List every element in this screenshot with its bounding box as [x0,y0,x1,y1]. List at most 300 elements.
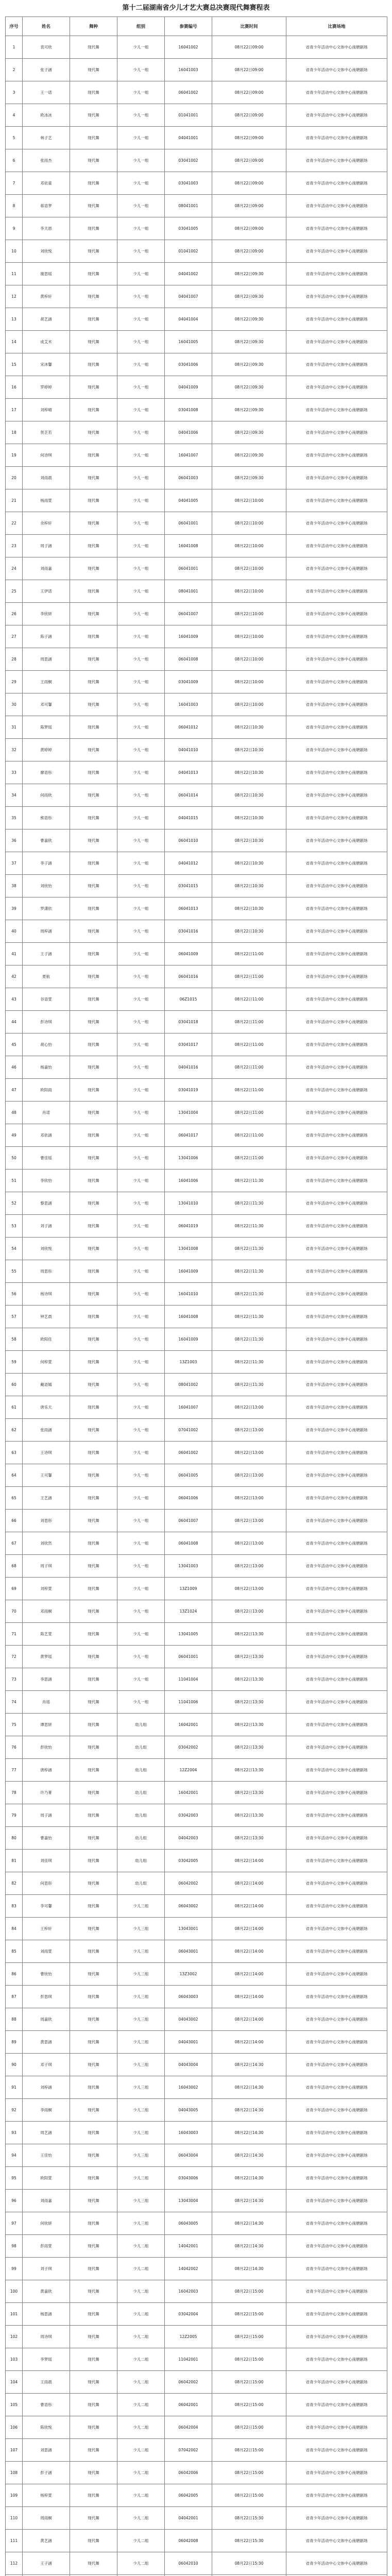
cell-dance-type: 现代舞 [70,2530,117,2552]
cell-venue: 省青少年活动中心文体中心南塘剧场 [286,308,387,331]
cell-time: 08月22日13:30 [212,1782,286,1804]
cell-index: 88 [6,2008,23,2031]
table-row [6,1351,387,1374]
cell-dance-type: 现代舞 [70,671,117,693]
cell-dance-type: 现代舞 [70,2054,117,2076]
cell-time: 08月22日10:30 [212,875,286,897]
cell-dance-type: 现代舞 [70,761,117,784]
cell-name: 杨嘉怡 [23,1056,70,1079]
cell-index: 64 [6,1464,23,1487]
cell-index: 69 [6,1578,23,1600]
cell-venue: 省青少年活动中心文体中心南塘剧场 [286,784,387,807]
cell-index: 87 [6,1986,23,2008]
cell-venue: 省青少年活动中心文体中心南塘剧场 [286,1782,387,1804]
table-row [6,2484,387,2507]
cell-group: 少儿一组 [117,716,165,739]
table-row [6,897,387,920]
cell-dance-type: 现代舞 [70,127,117,149]
cell-venue: 省青少年活动中心文体中心南塘剧场 [286,2371,387,2394]
cell-entry-number: 04041005 [165,489,212,512]
cell-venue: 省青少年活动中心文体中心南塘剧场 [286,2280,387,2303]
cell-name: 唐乐天 [23,1396,70,1419]
table-row [6,1850,387,1872]
cell-time: 08月22日10:00 [212,625,286,648]
cell-index: 106 [6,2416,23,2439]
cell-index: 110 [6,2507,23,2530]
cell-index: 31 [6,716,23,739]
cell-entry-number: 06041013 [165,897,212,920]
table-body [6,36,387,2576]
cell-time: 08月22日15:30 [212,2507,286,2530]
cell-venue: 省青少年活动中心文体中心南塘剧场 [286,965,387,988]
cell-time: 08月22日15:00 [212,2303,286,2326]
cell-venue: 省青少年活动中心文体中心南塘剧场 [286,1532,387,1555]
cell-group: 幼儿组 [117,1782,165,1804]
cell-time: 08月22日11:00 [212,1011,286,1033]
cell-dance-type: 现代舞 [70,399,117,421]
cell-time: 08月22日09:30 [212,421,286,444]
cell-group: 少儿一组 [117,1532,165,1555]
cell-dance-type: 现代舞 [70,2144,117,2167]
cell-venue: 省青少年活动中心文体中心南塘剧场 [286,920,387,943]
cell-time: 08月22日13:30 [212,1714,286,1736]
cell-entry-number: 11041004 [165,1668,212,1691]
cell-index: 91 [6,2076,23,2099]
cell-group: 少儿三组 [117,2076,165,2099]
cell-venue: 省青少年活动中心文体中心南塘剧场 [286,1033,387,1056]
cell-time: 08月22日11:30 [212,1170,286,1192]
cell-index: 83 [6,1895,23,1918]
cell-group: 少儿三组 [117,1918,165,1940]
cell-name: 彭欣怡 [23,1736,70,1759]
cell-name: 李雨桐 [23,2099,70,2122]
cell-venue: 省青少年活动中心文体中心南塘剧场 [286,1940,387,1963]
cell-index: 68 [6,1555,23,1578]
table-row [6,1532,387,1555]
cell-name: 张雨涵 [23,1419,70,1442]
cell-dance-type: 现代舞 [70,353,117,376]
cell-name: 王一诺 [23,81,70,104]
cell-entry-number: 04041007 [165,285,212,308]
cell-group: 少儿三组 [117,2167,165,2190]
cell-time: 08月22日11:30 [212,1306,286,1328]
cell-group: 少儿一组 [117,1306,165,1328]
cell-dance-type: 现代舞 [70,421,117,444]
cell-entry-number: 06042008 [165,2530,212,2552]
cell-index: 76 [6,1736,23,1759]
table-row [6,2190,387,2212]
cell-entry-number: 03041018 [165,1011,212,1033]
cell-name: 邓可馨 [23,693,70,716]
cell-entry-number: 13Z1003 [165,1351,212,1374]
table-row [6,1306,387,1328]
cell-name: 杨诗琪 [23,1283,70,1306]
cell-group: 少儿一组 [117,59,165,81]
cell-index: 36 [6,829,23,852]
cell-dance-type: 现代舞 [70,965,117,988]
cell-venue: 省青少年活动中心文体中心南塘剧场 [286,2190,387,2212]
cell-dance-type: 现代舞 [70,2167,117,2190]
table-row [6,2326,387,2348]
cell-dance-type: 现代舞 [70,1101,117,1124]
cell-group: 少儿一组 [117,489,165,512]
cell-time: 08月22日11:00 [212,1124,286,1147]
table-row [6,1374,387,1396]
cell-time: 08月22日13:30 [212,1668,286,1691]
cell-entry-number: 07041002 [165,1419,212,1442]
cell-time: 08月22日13:00 [212,1578,286,1600]
cell-name: 周诗琪 [23,2326,70,2348]
cell-venue: 省青少年活动中心文体中心南塘剧场 [286,1555,387,1578]
cell-venue: 省青少年活动中心文体中心南塘剧场 [286,2167,387,2190]
table-row [6,1033,387,1056]
table-row [6,1170,387,1192]
table-row [6,852,387,875]
cell-dance-type: 现代舞 [70,784,117,807]
cell-group: 幼儿组 [117,1736,165,1759]
cell-name: 刘欣怡 [23,875,70,897]
table-row [6,625,387,648]
cell-dance-type: 现代舞 [70,1056,117,1079]
cell-group: 少儿一组 [117,1215,165,1238]
cell-venue: 省青少年活动中心文体中心南塘剧场 [286,1510,387,1532]
cell-time: 08月22日14:00 [212,1918,286,1940]
cell-entry-number: 03041009 [165,671,212,693]
table-row [6,739,387,761]
cell-entry-number: 03042004 [165,2303,212,2326]
cell-entry-number: 03041003 [165,172,212,195]
cell-index: 108 [6,2462,23,2484]
cell-entry-number: 14042002 [165,2258,212,2280]
cell-venue: 省青少年活动中心文体中心南塘剧场 [286,1895,387,1918]
cell-index: 28 [6,648,23,671]
cell-name: 王佳怡 [23,2144,70,2167]
cell-venue: 省青少年活动中心文体中心南塘剧场 [286,263,387,285]
table-row [6,127,387,149]
table-row [6,2031,387,2054]
cell-group: 少儿一组 [117,557,165,580]
cell-venue: 省青少年活动中心文体中心南塘剧场 [286,36,387,59]
cell-dance-type: 现代舞 [70,1147,117,1170]
cell-index: 78 [6,1782,23,1804]
cell-index: 32 [6,739,23,761]
cell-entry-number: 12Z2005 [165,2326,212,2348]
cell-name: 陈子涵 [23,625,70,648]
cell-venue: 省青少年活动中心文体中心南塘剧场 [286,2507,387,2530]
cell-entry-number: 13Z1009 [165,1578,212,1600]
cell-dance-type: 现代舞 [70,195,117,217]
cell-dance-type: 现代舞 [70,1850,117,1872]
table-row [6,693,387,716]
cell-venue: 省青少年活动中心文体中心南塘剧场 [286,489,387,512]
cell-time: 08月22日10:30 [212,716,286,739]
cell-entry-number: 04042003 [165,1827,212,1850]
cell-dance-type: 现代舞 [70,2462,117,2484]
cell-group: 少儿三组 [117,1963,165,1986]
cell-entry-number: 03041015 [165,875,212,897]
cell-venue: 省青少年活动中心文体中心南塘剧场 [286,376,387,399]
cell-entry-number: 16042003 [165,2280,212,2303]
cell-entry-number: 03041005 [165,217,212,240]
cell-venue: 省青少年活动中心文体中心南塘剧场 [286,1056,387,1079]
cell-name: 王诗琪 [23,1442,70,1464]
cell-index: 109 [6,2484,23,2507]
cell-dance-type: 现代舞 [70,557,117,580]
table-row [6,1691,387,1714]
cell-index: 20 [6,467,23,489]
cell-index: 58 [6,1328,23,1351]
cell-time: 08月22日10:00 [212,671,286,693]
cell-dance-type: 现代舞 [70,172,117,195]
cell-time: 08月22日09:30 [212,285,286,308]
cell-index: 94 [6,2144,23,2167]
cell-time: 08月22日11:00 [212,943,286,965]
cell-time: 08月22日10:00 [212,648,286,671]
cell-venue: 省青少年活动中心文体中心南塘剧场 [286,1759,387,1782]
cell-venue: 省青少年活动中心文体中心南塘剧场 [286,1963,387,1986]
cell-venue: 省青少年活动中心文体中心南塘剧场 [286,2144,387,2167]
cell-name: 欧阳萱 [23,2167,70,2190]
cell-entry-number: 06041008 [165,648,212,671]
cell-entry-number: 08041001 [165,195,212,217]
cell-group: 少儿一组 [117,1555,165,1578]
cell-name: 刘雨萱 [23,1940,70,1963]
cell-group: 少儿一组 [117,331,165,353]
table-row [6,2348,387,2371]
cell-index: 80 [6,1827,23,1850]
cell-dance-type: 现代舞 [70,2326,117,2348]
cell-name: 李天恩 [23,217,70,240]
cell-entry-number: 04041015 [165,807,212,829]
cell-time: 08月22日14:30 [212,2076,286,2099]
cell-entry-number: 12Z2004 [165,1759,212,1782]
table-row [6,2394,387,2416]
table-row [6,421,387,444]
cell-venue: 省青少年活动中心文体中心南塘剧场 [286,2530,387,2552]
cell-venue: 省青少年活动中心文体中心南塘剧场 [286,1419,387,1442]
cell-time: 08月22日15:00 [212,2439,286,2462]
cell-group: 少儿二组 [117,2416,165,2439]
table-row [6,195,387,217]
cell-index: 18 [6,421,23,444]
cell-venue: 省青少年活动中心文体中心南塘剧场 [286,2484,387,2507]
cell-time: 08月22日14:00 [212,2031,286,2054]
table-row [6,1464,387,1487]
cell-venue: 省青少年活动中心文体中心南塘剧场 [286,852,387,875]
cell-venue: 省青少年活动中心文体中心南塘剧场 [286,240,387,263]
table-row [6,1056,387,1079]
cell-entry-number: 03043006 [165,2167,212,2190]
table-row [6,603,387,625]
cell-index: 47 [6,1079,23,1101]
cell-entry-number: 11042001 [165,2348,212,2371]
cell-dance-type: 现代舞 [70,489,117,512]
cell-entry-number: 04042001 [165,2507,212,2530]
cell-venue: 省青少年活动中心文体中心南塘剧场 [286,59,387,81]
cell-time: 08月22日09:00 [212,172,286,195]
cell-dance-type: 现代舞 [70,603,117,625]
cell-index: 53 [6,1215,23,1238]
cell-group: 少儿三组 [117,2190,165,2212]
cell-entry-number: 06041014 [165,784,212,807]
cell-time: 08月22日13:30 [212,1804,286,1827]
cell-group: 少儿一组 [117,1623,165,1646]
cell-entry-number: 16041006 [165,1170,212,1192]
cell-name: 周艺涵 [23,2122,70,2144]
cell-name: 余梓轩 [23,512,70,535]
cell-index: 105 [6,2394,23,2416]
cell-venue: 省青少年活动中心文体中心南塘剧场 [286,2076,387,2099]
cell-entry-number: 06043005 [165,2212,212,2235]
cell-index: 16 [6,376,23,399]
cell-venue: 省青少年活动中心文体中心南塘剧场 [286,1827,387,1850]
cell-venue: 省青少年活动中心文体中心南塘剧场 [286,1668,387,1691]
cell-dance-type: 现代舞 [70,2348,117,2371]
cell-name: 胡心怡 [23,1033,70,1056]
cell-index: 73 [6,1668,23,1691]
cell-name: 欧阳雨 [23,1079,70,1101]
cell-index: 33 [6,761,23,784]
cell-entry-number: 06041016 [165,965,212,988]
cell-venue: 省青少年活动中心文体中心南塘剧场 [286,2054,387,2076]
cell-venue: 省青少年活动中心文体中心南塘剧场 [286,988,387,1011]
cell-group: 少儿一组 [117,535,165,557]
cell-time: 08月22日13:30 [212,1759,286,1782]
cell-name: 曹嘉怡 [23,1827,70,1850]
table-row [6,648,387,671]
cell-name: 谭思妍 [23,1714,70,1736]
table-header-row [6,17,387,36]
table-row [6,1736,387,1759]
cell-name: 贺芷若 [23,421,70,444]
table-row [6,1328,387,1351]
cell-entry-number: 13Z1024 [165,1600,212,1623]
cell-dance-type: 现代舞 [70,1215,117,1238]
cell-index: 4 [6,104,23,127]
cell-dance-type: 现代舞 [70,1827,117,1850]
cell-index: 41 [6,943,23,965]
cell-group: 少儿一组 [117,512,165,535]
cell-entry-number: 06042002 [165,1872,212,1895]
cell-name: 宋沐馨 [23,353,70,376]
cell-venue: 省青少年活动中心文体中心南塘剧场 [286,1374,387,1396]
cell-group: 少儿一组 [117,761,165,784]
cell-time: 08月22日13:00 [212,1532,286,1555]
cell-venue: 省青少年活动中心文体中心南塘剧场 [286,1351,387,1374]
cell-time: 08月22日15:00 [212,2484,286,2507]
cell-group: 少儿三组 [117,1895,165,1918]
cell-group: 少儿一组 [117,399,165,421]
cell-time: 08月22日10:30 [212,739,286,761]
cell-venue: 省青少年活动中心文体中心南塘剧场 [286,1691,387,1714]
cell-entry-number: 06041002 [165,1442,212,1464]
cell-group: 少儿二组 [117,2530,165,2552]
cell-group: 少儿一组 [117,467,165,489]
cell-dance-type: 现代舞 [70,1079,117,1101]
cell-entry-number: 06041019 [165,1215,212,1238]
cell-venue: 省青少年活动中心文体中心南塘剧场 [286,807,387,829]
cell-name: 周雨桐 [23,2507,70,2530]
cell-dance-type: 现代舞 [70,1555,117,1578]
table-row [6,489,387,512]
cell-group: 少儿一组 [117,1056,165,1079]
cell-time: 08月22日11:30 [212,1374,286,1396]
table-row [6,807,387,829]
cell-time: 08月22日14:00 [212,1850,286,1872]
cell-dance-type: 现代舞 [70,1940,117,1963]
table-row [6,2462,387,2484]
cell-time: 08月22日15:00 [212,2394,286,2416]
cell-entry-number: 06041006 [165,1487,212,1510]
cell-time: 08月22日10:00 [212,693,286,716]
cell-entry-number: 06042002 [165,2371,212,2394]
cell-group: 少儿一组 [117,1600,165,1623]
cell-dance-type: 现代舞 [70,2212,117,2235]
cell-entry-number: 06043001 [165,1940,212,1963]
cell-group: 少儿一组 [117,1691,165,1714]
table-row [6,2212,387,2235]
cell-name: 刘雨嘉 [23,557,70,580]
cell-index: 84 [6,1918,23,1940]
cell-dance-type: 现代舞 [70,308,117,331]
cell-venue: 省青少年活动中心文体中心南塘剧场 [286,1872,387,1895]
table-row [6,240,387,263]
cell-venue: 省青少年活动中心文体中心南塘剧场 [286,2416,387,2439]
table-row [6,2507,387,2530]
cell-name: 欧阳佳 [23,1328,70,1351]
cell-index: 93 [6,2122,23,2144]
cell-index: 86 [6,1963,23,1986]
cell-time: 08月22日10:30 [212,920,286,943]
cell-group: 少儿二组 [117,2303,165,2326]
cell-time: 08月22日11:30 [212,1328,286,1351]
cell-group: 少儿一组 [117,1646,165,1668]
cell-name: 廖语彤 [23,761,70,784]
cell-entry-number: 16041008 [165,535,212,557]
cell-index: 38 [6,875,23,897]
table-row [6,988,387,1011]
cell-name: 刘佳琪 [23,1850,70,1872]
cell-entry-number: 04041010 [165,739,212,761]
cell-group: 少儿三组 [117,2031,165,2054]
cell-group: 少儿一组 [117,625,165,648]
cell-entry-number: 04041002 [165,263,212,285]
cell-group: 少儿二组 [117,2439,165,2462]
cell-index: 60 [6,1374,23,1396]
cell-dance-type: 现代舞 [70,331,117,353]
cell-entry-number: 16042001 [165,1714,212,1736]
cell-time: 08月22日10:30 [212,852,286,875]
cell-name: 李可馨 [23,1895,70,1918]
cell-index: 107 [6,2439,23,2462]
cell-name: 何雨欣 [23,784,70,807]
cell-dance-type: 现代舞 [70,580,117,603]
table-row [6,1578,387,1600]
cell-name: 谢思瑶 [23,263,70,285]
cell-index: 15 [6,353,23,376]
cell-time: 08月22日14:30 [212,2099,286,2122]
cell-group: 少儿一组 [117,421,165,444]
cell-venue: 省青少年活动中心文体中心南塘剧场 [286,149,387,172]
cell-group: 少儿一组 [117,1147,165,1170]
cell-time: 08月22日15:00 [212,2462,286,2484]
cell-name: 曹嘉欣 [23,829,70,852]
cell-time: 08月22日09:00 [212,149,286,172]
cell-group: 少儿一组 [117,1351,165,1374]
cell-index: 26 [6,603,23,625]
cell-time: 08月22日09:00 [212,240,286,263]
cell-time: 08月22日10:30 [212,784,286,807]
